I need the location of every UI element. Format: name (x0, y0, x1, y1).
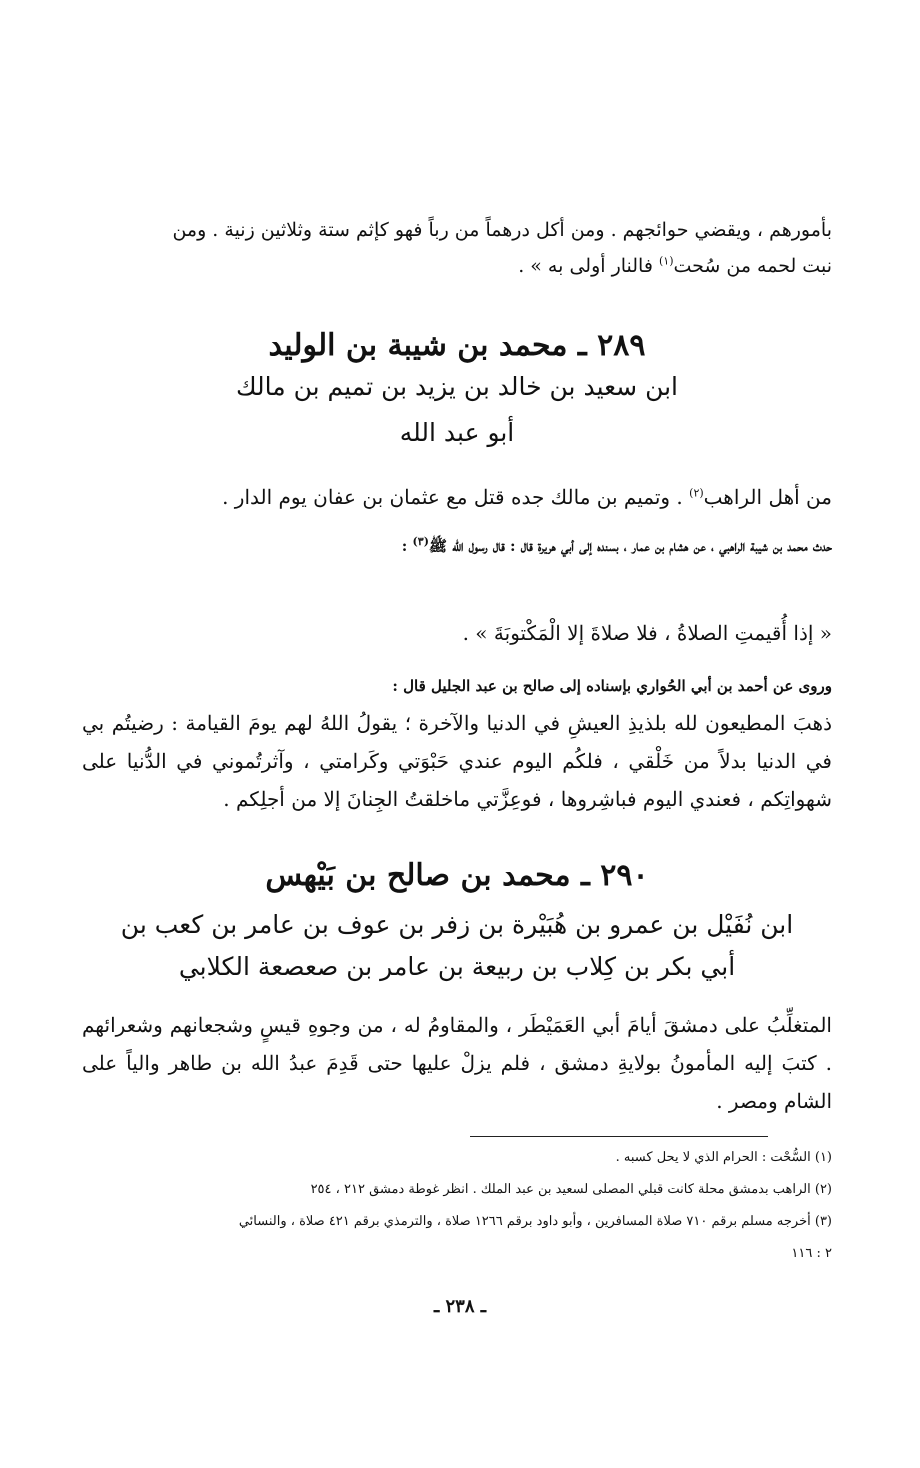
hadith-intro-colon: : (401, 537, 413, 555)
entry-290-title: ٢٩٠ ـ محمد بن صالح بن بَيْهس (265, 858, 649, 893)
intro-paragraph (82, 212, 832, 284)
entry-289-origin (82, 478, 832, 516)
entry-290-lineage-1: ابن نُفَيْل بن عمرو بن هُبَيْرة بن زفر بن عوف بن عامر بن كعب بن (120, 910, 794, 939)
origin-part-b: . وتميم بن مالك جده قتل مع عثمان بن عفان يوم الدار . (222, 485, 690, 509)
intro-line-1: بأمورهم ، ويقضي حوائجهم . ومن أكل درهماً من رباً فهو كإثم ستة وثلاثين زنية . ومن (172, 219, 832, 241)
footnote-3: (٣) أخرجه مسلم برقم ٧١٠ صلاة المسافرين ، وأبو داود برقم ١٢٦٦ صلاة ، والترمذي برقم ٤٢١ صلاة ، والنسائي (238, 1214, 832, 1229)
footnote-ref-1: (١) (658, 254, 674, 268)
footnote-separator (470, 1136, 768, 1137)
entry-290-lineage (82, 904, 832, 988)
page-number: ـ ٢٣٨ ـ (433, 1296, 487, 1317)
hadith-intro-text: حدث محمد بن شيبة الراهبي ، عن هشام بن عمار ، بسنده إلى أبي هريرة قال : قال رسول الله ﷺ (428, 537, 832, 555)
entry-289-kunya: أبو عبد الله (399, 418, 515, 447)
entry-289-hadith-intro (82, 532, 832, 560)
entry-289-narration-intro: وروى عن أحمد بن أبي الحُواري بإسناده إلى صالح بن عبد الجليل قال : (392, 677, 832, 695)
entry-289-lineage: ابن سعيد بن خالد بن يزيد بن تميم بن مالك (235, 372, 679, 401)
footnote-ref-3: (٣) (412, 535, 429, 548)
origin-part-a: من أهل الراهب (703, 485, 832, 509)
entry-289-title: ٢٨٩ ـ محمد بن شيبة بن الوليد (268, 328, 646, 363)
intro-line-2 (82, 248, 832, 284)
footnote-3-continuation: ٢ : ١١٦ (791, 1246, 832, 1261)
footnote-1: (١) السُّحْت : الحرام الذي لا يحل كسبه . (615, 1150, 832, 1165)
footnote-ref-2: (٢) (689, 486, 704, 500)
intro-line-2b: فالنار أولى به » . (518, 255, 659, 277)
intro-line-2a: نبت لحمه من سُحت (673, 255, 832, 277)
footnote-2: (٢) الراهب بدمشق محلة كانت قبلي المصلى لسعيد بن عبد الملك . انظر غوطة دمشق ٢١٢ ، ٢٥٤ (310, 1182, 832, 1197)
entry-290-text: المتغلِّبُ على دمشقَ أيامَ أبي العَمَيْطَر ، والمقاومُ له ، من وجوهِ قيسٍ وشجعانهم وشعرائهم . كتبَ إليه المأمونُ بولايةِ دمشق ، فلم يزلْ عليها حتى قَدِمَ عبدُ الله بن طاهر والياً على الشام ومصر . (82, 1013, 832, 1113)
entry-289-narration-text: ذهبَ المطيعون لله بلذيذِ العيشِ في الدنيا والآخرة ؛ يقولُ اللهُ لهم يومَ القيامة : رضيتُم بي في الدنيا بدلاً من خَلْقي ، فلكُم اليوم عندي حَبْوَتي وكَرامتي ، وآثرتُموني في الدُّنيا على شهواتِكم ، فعندي اليوم فباشِروها ، فوعِزَّتي ماخلقتُ الجِنانَ إلا من أجلِكم . (82, 711, 832, 811)
entry-290-lineage-2: أبي بكر بن كِلاب بن ربيعة بن عامر بن صعصعة الكلابي (178, 952, 736, 981)
entry-289-hadith-text: « إذا أُقيمتِ الصلاةُ ، فلا صلاةَ إلا الْمَكْتوبَةَ » . (462, 621, 832, 645)
